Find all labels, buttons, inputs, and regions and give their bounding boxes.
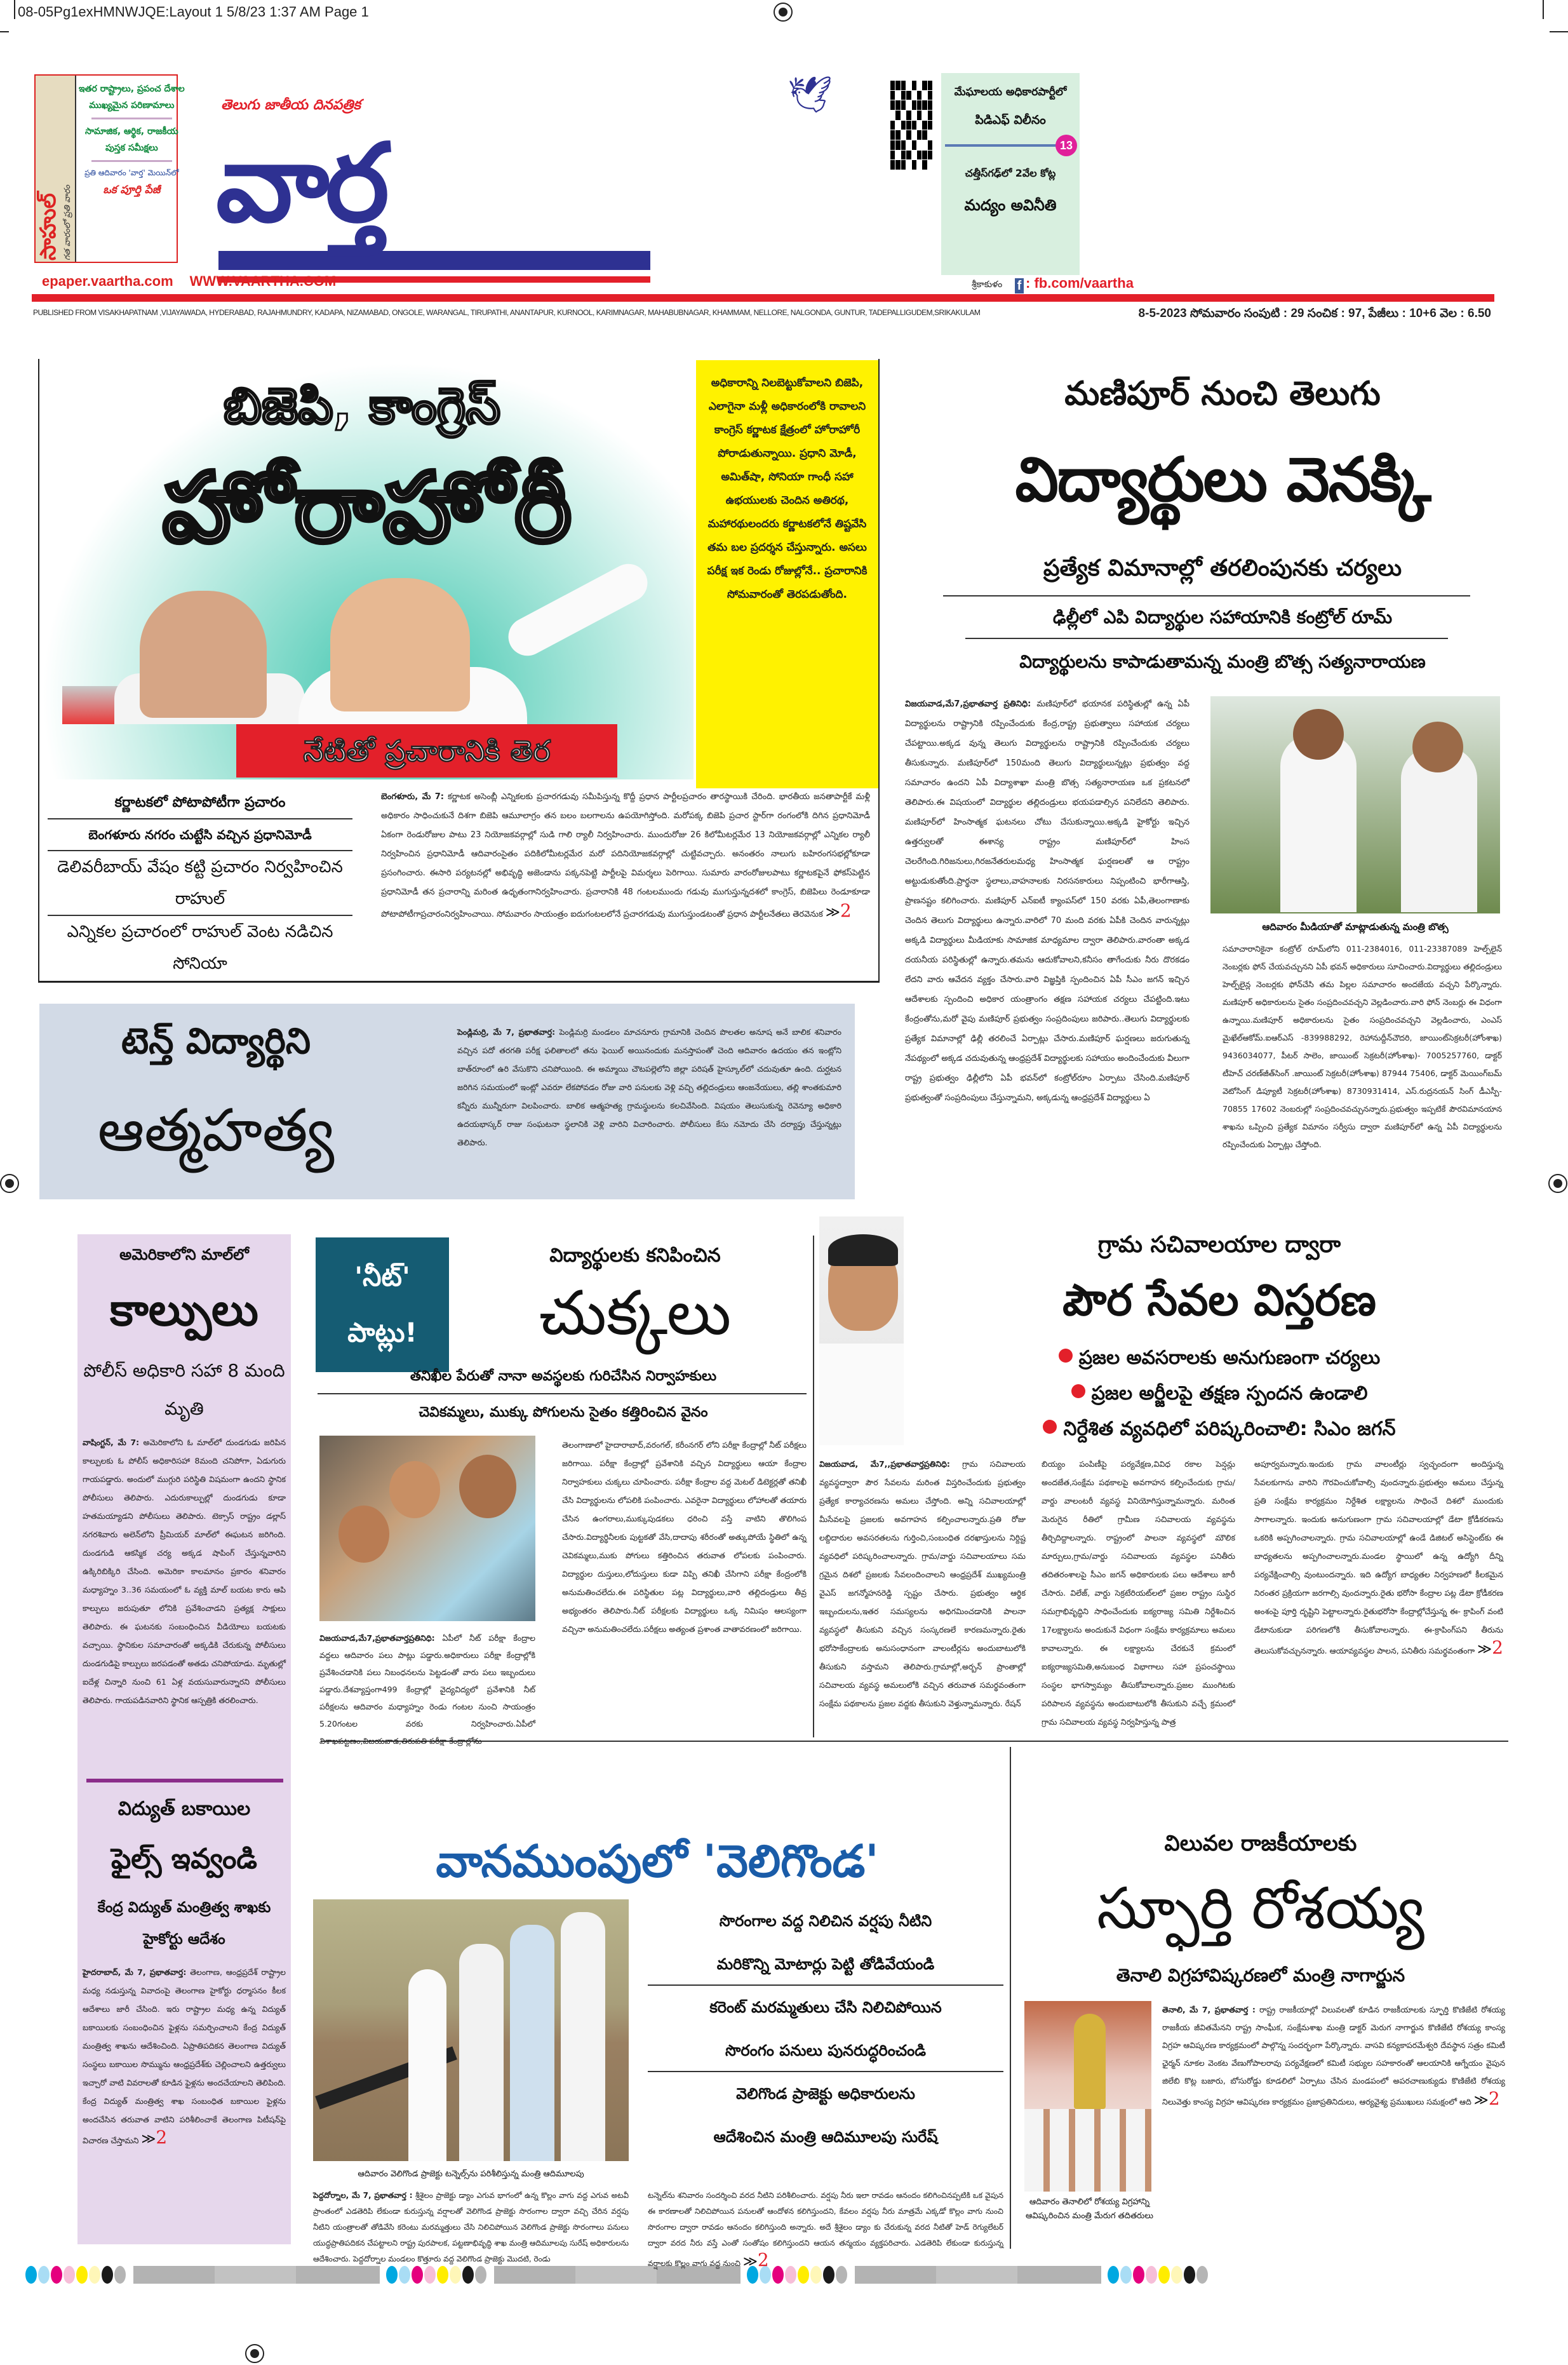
bullet-dot-icon bbox=[1071, 1384, 1085, 1398]
divider bbox=[318, 1393, 807, 1394]
promo-line: ముఖ్యమైన పరిణామాలు bbox=[89, 100, 175, 111]
color-swatch bbox=[785, 2266, 796, 2284]
published-from-line: PUBLISHED FROM VISAKHAPATNAM ,VIJAYAWADA, HYDERABAD, RAJAHMUNDRY, KADAPA, NIZAMABAD, ONGOLE, WARANGAL, TIRUPATHI, ANANTAPUR, KURNOOL, KARIMNAGAR, MAHABUBNAGAR, KHAMMAM, NELLORE, NALGONDA, GUNTUR, TADEPALLIGUDEM,SRIKAKULAM bbox=[33, 308, 981, 317]
manipur-subhead: ఢిల్లీలో ఎపి విద్యార్థుల సహాయానికి కంట్రోల్ రూమ్ bbox=[1052, 607, 1393, 628]
veligonda-photo bbox=[313, 1899, 629, 2161]
rosaiah-body bbox=[1162, 2001, 1505, 2251]
neet-badge-line: పాట్లు! bbox=[347, 1317, 417, 1348]
color-swatch bbox=[437, 2266, 448, 2284]
lead-body-text: కర్ణాటక అసెంబ్లీ ఎన్నికలకు ప్రచారగడువు సమీపిస్తున్న కొద్దీ ప్రధాన పార్టీలప్రచారం తారస్థాయికి చేరింది. భారతీయ జనతాపార్టీకే మళ్లీ అధికారం సాధించుకునే దిశగా బిజెపి ఆమూలాగ్రం తన బలం బలగాలను ఉపయోగిస్తోంది. మరోపక్క బిజెపి ప్రచార స్టార్‌గా రంగంలోకి దిగిన ప్రధానిమోడీ ఏకంగా రెండురోజుల పాటు 23 నియోజకవర్గాల్లో సుడి గాలి ర్యాలీ నిర్వహించారు. ముందురోజు 26 కిలోమీటర్లమేర 13 నియోజకవర్గాల్లో ఎన్నికల ర్యాలీ నిర్వహించిన ప్రధానిమోడీ ఆదివారంసైతం పదికిలోమీటర్లమేర మరో పదినియోజకవర్గాల్లో చుట్టివచ్చారు. అనంతరం నాలుగు బహిరంగసభల్లోకూడా ప్రసంగించారు. ఈసారి పర్యటనల్లో అభివృద్ధి అజెండాను పక్కనపెట్టి పార్టీలపై విమర్శలు పెరిగాయి. సుమారు వారంరోజులపాటు కర్ణాటకపైనే ఫోకస్‌పెట్టిన ప్రధానిమోడీ తన ప్రచారాన్ని మరింత ఉధృతంగానిర్వహించారు. ప్రచారానికి 48 గంటలముందు గడువు ముగుస్తున్నదశలో కాంగ్రెస్, బిజెపిలు రెండూకూడా పోటాపోటీగాప్రచారంనిర్వహించాయి. సోమవారం సాయంత్రం ఐదుగంటలలోనే ప్రచారగడువు ముగుస్తుండటంతో ప్రధాన పార్టీలనేతలు తెరవెనుక bbox=[381, 792, 870, 919]
photo-figure bbox=[1280, 734, 1357, 912]
photo-figure bbox=[828, 1234, 898, 1266]
bullet-dot-icon bbox=[1059, 1349, 1073, 1363]
continued-marker[interactable]: ≫2 bbox=[825, 900, 852, 921]
facebook-link[interactable] bbox=[1015, 274, 1134, 292]
edition-city: శ్రీకాకుళం bbox=[972, 280, 1003, 290]
top-teaser-box[interactable] bbox=[941, 73, 1080, 275]
teaser-line-4: మద్యం అవినీతి bbox=[964, 196, 1057, 214]
photo-figure bbox=[819, 1344, 904, 1445]
divider bbox=[965, 638, 1448, 639]
color-swatch bbox=[1108, 2266, 1119, 2284]
lead-photo-figure bbox=[330, 578, 470, 711]
jagan-bullet: ప్రజల అర్జీలపై తక్షణ స్పందన ఉండాలి bbox=[915, 1376, 1524, 1412]
divider bbox=[86, 1779, 283, 1782]
tenth-dateline: పెండ్లిమర్రి, మే 7, ప్రభాతవార్త: bbox=[457, 1027, 556, 1037]
jagan-bullet: నిర్దేశిత వ్యవధిలో పరిష్కరించాలి: సిఎం జగన్ bbox=[915, 1412, 1524, 1447]
manipur-headline[interactable]: విద్యార్థులు వెనక్కి bbox=[1015, 444, 1430, 515]
color-swatch bbox=[475, 2266, 486, 2284]
tenth-body bbox=[457, 1023, 841, 1193]
tenth-headline-1[interactable]: టెన్త్ విద్యార్థిని bbox=[121, 1021, 311, 1062]
crop-mark bbox=[1543, 0, 1544, 19]
veligonda-dateline: పెద్దదోర్నాల, మే 7, ప్రభాతవార్త : bbox=[313, 2191, 413, 2200]
color-swatch bbox=[64, 2266, 75, 2284]
lead-subhead: బెంగళూరు నగరం చుట్టేసి వచ్చిన ప్రధానిమోడీ bbox=[48, 819, 352, 851]
neet-body bbox=[319, 1629, 535, 1746]
lead-subhead: డెలివరీబాయ్ వేషం కట్టి ప్రచారం నిర్వహించిన రాహుల్ bbox=[48, 851, 352, 916]
color-swatch bbox=[399, 2266, 410, 2284]
promo-body bbox=[76, 76, 187, 262]
photo-figure bbox=[1412, 722, 1463, 772]
photo-figure bbox=[561, 1912, 605, 2161]
america-headline[interactable]: కాల్పులు bbox=[110, 1284, 258, 1336]
lead-banner: నేటితో ప్రచారానికి తెర bbox=[236, 724, 617, 778]
neet-kicker: విద్యార్థులకు కనిపించిన bbox=[549, 1244, 721, 1267]
color-swatch bbox=[1120, 2266, 1132, 2284]
gray-density-block bbox=[855, 2266, 1101, 2284]
veligonda-subhead: ఆదేశించిన మంత్రి ఆదిమూలపు సురేష్ bbox=[713, 2128, 938, 2146]
color-swatch bbox=[450, 2266, 461, 2284]
neet-dateline: విజయవాడ,మే7,ప్రభాతవార్తప్రతినిధి: bbox=[319, 1633, 435, 1643]
color-swatch bbox=[1133, 2266, 1144, 2284]
neet-subhead: తనిఖీల పేరుతో నానా అవస్థలకు గురిచేసిన నిర్వాహకులు bbox=[410, 1368, 717, 1384]
promo-vertical-title: సాహుల్ bbox=[36, 193, 61, 260]
column-divider bbox=[813, 1236, 814, 1737]
color-swatch bbox=[1146, 2266, 1157, 2284]
print-color-bar bbox=[25, 2266, 1550, 2284]
tenth-headline-2[interactable]: ఆత్మహత్య bbox=[97, 1096, 335, 1164]
print-slug: 08-05Pg1exHMNWJQE:Layout 1 5/8/23 1:37 AM Page 1 bbox=[18, 4, 369, 20]
america-body-text: అమెరికాలోని ఓ మాల్‌లో దుండగుడు జరిపిన కాల్పులకు ఓ పోలీస్ అధికారిసహా 8మంది చనిపోగా, ఏడుగురు గాయపడ్డారు. అందులో ముగ్గురి పరిస్థితి విషమంగా ఉందని స్థానిక పోలీసులు తెలిపారు. ఎదురుకాల్పుల్లో దుండగుడు కూడా హతమయ్యాడని పోలీసులు తెలిపారు. టెక్సాస్ రాష్ట్రం డల్లాస్ నగరశివారు అలెన్‌లోని ప్రీమియర్ మాల్‌లో ఈఘటన జరిగింది. దుండగుడి ఆకస్మిక చర్య అక్కడ షాపింగ్ చేస్తున్నవారిని ఉక్కిరిబిక్కిరి చేసింది. అమెరికా కాలమానం ప్రకారం శనివారం మధ్యాహ్నం 3..36 సమయంలో ఓ వ్యక్తి మాల్ బయట కారు ఆపి కాల్పులు జరుపుతూ లోనికి ప్రవేశించాడని ప్రత్యక్ష సాక్షులు తెలిపారు. ఈ ఘటనకు సంబంధించిన వీడియోలు బయటకు వచ్చాయి. స్థానికుల సమాచారంతో అక్కడికి చేరుకున్న పోలీసులు దుండగుడిపై కాల్పులు జరపడంతో అతడు చనిపోయాడు. మృతుల్లో ఐదేళ్ల చిన్నారి నుంచి 61 ఏళ్ల వయసువారున్నారని పోలీసులు తెలిపారు. గాయపడినవారిని స్థానిక ఆస్పత్రికి తరలించారు. bbox=[83, 1438, 286, 1705]
veligonda-subheads bbox=[648, 1899, 1003, 2166]
america-body bbox=[83, 1433, 286, 1770]
masthead-tagline: తెలుగు జాతీయ దినపత్రిక bbox=[221, 97, 361, 113]
registration-mark-icon bbox=[774, 3, 793, 22]
promo-divider bbox=[91, 118, 172, 119]
masthead-red-rule bbox=[32, 294, 1494, 302]
color-swatch bbox=[772, 2266, 784, 2284]
manipur-kicker: మణిపూర్ నుంచి తెలుగు bbox=[1064, 375, 1381, 413]
veligonda-subhead: సొరంగాల వద్ద నిలిచిన వర్షపు నీటిని bbox=[719, 1912, 932, 1930]
rosaiah-kicker: విలువల రాజకీయాలకు bbox=[1164, 1831, 1357, 1856]
lead-body bbox=[381, 788, 870, 978]
continued-marker[interactable]: ≫2 bbox=[1473, 2088, 1500, 2109]
electricity-kicker: విద్యుత్ బకాయిల bbox=[117, 1798, 251, 1820]
tenth-body-text: పెండ్లిమర్రి మండలం మాచనూరు గ్రామానికి చెందిన పొలతల అనూష అనే బాలిక శనివారం వచ్చిన పదో తరగతి పరీక్ష ఫలితాలలో తను ఫెయిల్ అయినందుకు మనస్తాపంతో చెంది ఆదివారం ఉదయం తన ఇంట్లోని బాత్‌రూంలో ఉరి వేసుకొని చనిపోయింది. ఈ అమ్మాయి చౌటపల్లెలోని జిల్లా పరిషత్ హైస్కూల్‌లో చదువుతూ ఉంది. దుర్ఘటన జరిగిన సమయంలో ఇంట్లో ఎవరూ లేకపోవడం రోజు వారి పనులకు వెళ్లి వచ్చి తల్లిదండ్రులు ఆంజనేయులు, తల్లి శాంతకుమారి కన్నీరు మున్నీరుగా విలపించారు. బాలిక ఆత్మహత్య గ్రామస్థులను కలచివేసింది. విషయం తెలుసుకున్న రెవెన్యూ అధికారి ఉదయభాస్కర్ రాజు సంఘటనా స్థలానికి వెళ్లి వారిని విచారించారు. పోలీసులు కేసు నమోదు చేసి దర్యాప్తు చేస్తున్నట్లు తెలిపారు. bbox=[457, 1027, 841, 1147]
teaser-page-badge[interactable]: 13 bbox=[1055, 135, 1077, 156]
rosaiah-subhead: తెనాలి విగ్రహావిష్కరణలో మంత్రి నాగార్జున bbox=[1116, 1965, 1405, 1986]
crop-mark bbox=[0, 31, 9, 32]
neet-badge-line: 'నీట్' bbox=[354, 1261, 410, 1292]
neet-subhead: చెవికమ్మలు, ముక్కు పోగులను సైతం కత్తిరించిన వైనం bbox=[419, 1405, 708, 1420]
neet-badge bbox=[316, 1237, 449, 1372]
photo-figure bbox=[459, 1455, 516, 1518]
color-swatch bbox=[51, 2266, 62, 2284]
lead-headline[interactable]: హోరాహోరీ bbox=[163, 453, 574, 563]
jagan-headline[interactable]: పౌర సేవల విస్తరణ bbox=[1062, 1276, 1376, 1326]
photo-figure bbox=[1293, 709, 1344, 760]
bullet-dot-icon bbox=[1043, 1420, 1057, 1434]
promo-line: ప్రతి ఆదివారం 'వార్త' మెయిన్‌లో bbox=[84, 168, 179, 177]
veligonda-body bbox=[313, 2188, 629, 2263]
america-kicker: అమెరికాలోని మాల్‌లో bbox=[119, 1246, 249, 1263]
lead-subhead: కర్ణాటకలో పోటాపోటీగా ప్రచారం bbox=[48, 788, 352, 819]
registration-mark-icon bbox=[1548, 1174, 1567, 1193]
rosaiah-photo-caption: ఆదివారం తెనాలిలో రోశయ్య విగ్రహాన్ని ఆవిష్కరించిన మంత్రి మేరుగ తదితరులు bbox=[1026, 2197, 1153, 2221]
color-swatch bbox=[102, 2266, 113, 2284]
lead-subhead: ఎన్నికల ప్రచారంలో రాహుల్ వెంట నడిచిన సోనియా bbox=[67, 922, 333, 973]
teaser-line-3: చత్తీస్‌గఢ్‌లో 2వేల కోట్ల bbox=[965, 167, 1056, 179]
rosaiah-headline[interactable]: స్ఫూర్తి రోశయ్య bbox=[1097, 1875, 1424, 1942]
electricity-body bbox=[83, 1963, 286, 2240]
jagan-body-continued: అపూర్వమన్నారు.ఇందుకు గ్రామ వాలంటీర్లు స్వచ్ఛందంగా అందిస్తున్న సేవలకుగాను వారిని గౌరవించుకోవాల్సి వుందన్నారు.ప్రభుత్వం అమలు చేస్తున్న ప్రతి సంక్షేమ కార్యక్రమం నిర్దేశిత లక్ష్యాలను సాధించే దిశలో ముందుకు సాగాలన్నారు. ఇందుకు అనుగుణంగా గ్రామ సచివాలయాల్లో డేటా క్రోడీకరణను ఒకరికి అప్పగించాలన్నారు. గ్రామ సచివాలయాల్లో ఉండే డిజిటల్ అసిస్టెంట్‌కు ఈ బాధ్యతలను అప్పగించాలన్నారు.మండల స్థాయిలో ఉన్న ఉద్యోగి దీన్ని పర్యవేక్షించాల్సి వుంటుందన్నారు. ఇది ఉద్యోగ బాధ్యతల నిర్వహణలో కీలకమైన నిరంతర ప్రక్రియగా జరగాల్సి వుందన్నారు.రైతు భరోసా కేంద్రాల పట్ల డేటా క్రోడీకరణ అంశంపై పూర్తి దృష్టిని పెట్టాలన్నారు.రైతుభరోసా కేంద్రాల్లోచేస్తున్న ఈ- క్రాపింగ్ వంటి డేటానుకుడా పరిగణలోకి తీసుకోవాలన్నారు. ఈ-క్రాపింగ్‌పని తీరును తెలుసుకోవచ్చునన్నారు. ఆయావ్యవస్థల పాలన, పనితీరు సమర్థవంతంగా ≫2 bbox=[1254, 1459, 1503, 1658]
rosaiah-dateline: తెనాలి, మే 7, ప్రభాతవార్త : bbox=[1162, 2005, 1256, 2014]
continued-marker[interactable]: ≫2 bbox=[742, 2249, 769, 2270]
registration-mark-icon bbox=[245, 2344, 264, 2363]
color-swatch bbox=[412, 2266, 423, 2284]
veligonda-body-continued: టన్నెల్‌ను శనివారం సందర్శించి వరద నీటిని పరిశీలించారు. వర్షపు నీరు ఇలా రావడం ఆనందం కలిగించినప్పటికి ఒక వైపున ఈ కారణాలతో నిలిచిపోయిన పనులతో ఆందోళన కలిగిస్తుందని, కేవలం వర్షపు నీరు మాత్రమే ఎక్కడో కొల్లం వాగు నుంచి సొరంగాల ద్వారా రావడం ఆనందం కలిగిస్తుంది అన్నారు. అదే శ్రీశైలం డ్యాం కు చేరుకున్న వరద నీటితో హెడ్ రెగ్యులేటర్ ద్వారా వరద నీరు వస్తే ఎంతో సంతోషం కలిగిస్తుందని ఆయన తన్మయం వ్యక్తపరిచారు. ఎడతెరిపి లేకుండా కురుస్తున్న వర్షాలకు కొల్లం వాగు వద్ద నుంచి ≫2 bbox=[648, 2191, 1003, 2270]
continued-marker[interactable]: ≫2 bbox=[141, 2127, 168, 2148]
electricity-body-text: తెలంగాణ, ఆంధ్రప్రదేశ్ రాష్ట్రాల మధ్య నడుస్తున్న వివాదంపై తెలంగాణ హైకోర్టు ధర్మాసనం కీలక ఆదేశాలు జారీ చేసింది. ఇరు రాష్ట్రాల మధ్య ఉన్న విద్యుత్ బకాయిలకు సంబంధించిన ఫైళ్లను సమర్పించాలని కేంద్ర విద్యుత్ మంత్రిత్వ శాఖను ఆదేశించింది. ఏప్రాతిపదికన తెలంగాణ విద్యుత్ సంస్థలు బకాయిల సొమ్మును ఆంధ్రప్రదేశ్‌కు చెల్లించాలని ఉత్తర్వులు ఇచ్చారో వాటి వివరాలతో కూడిన ఫైళ్లను అందచేయాలని తెలిపింది. కేంద్ర విద్యుత్ మంత్రిత్వ శాఖ సంబంధిత బకాయిల ఫైళ్లను అందచేసిన తరువాత వాటిని పరిశీలించాకే తెలంగాణ పిటీషన్‌పై విచారణ చేస్తామని bbox=[83, 1967, 286, 2145]
promo-line: పుస్తక సమీక్షలు bbox=[105, 143, 158, 153]
facebook-url: : fb.com/vaartha bbox=[1026, 275, 1134, 291]
manipur-body-text: మణిపూర్‌లో భయానక పరిస్థితుల్లో ఉన్న ఏపీ విద్యార్థులను రాష్ట్రానికి రప్పించేందుకు కేంద్ర,రాష్ట్ర ప్రభుత్వాలు సహాయక చర్యలు చేపట్టాయి.అక్కడ వున్న తెలుగు విద్యార్థులను రాష్ట్రానికి రప్పించేందుకు చర్యలు తీసుకున్నారు. మణిపూర్‌లో 150మంది తెలుగు విద్యార్థులున్నట్లు ప్రభుత్వం వద్ద సమాచారం ఉందని ఏపీ విద్యాశాఖా మంత్రి బొత్స సత్యనారాయణ ఒక ప్రకటనలో తెలిపారు.ఈ విషయంలో విద్యార్థుల తల్లిదండ్రులు భయపడాల్సిన పనిలేదని తెలిపారు. మణిపూర్‌లో హింసాత్మక ఘటనలు చోటు చేసుకున్నాయి.అక్కడి హైకోర్టు ఇచ్చిన ఉత్తర్వులతో ఈశాన్య రాష్ట్రం మణిపూర్‌లో హింస చెలరేగింది.గిరిజనులు,గిరజనేతరులమధ్య హింసాత్మక ఘర్షణలతో ఆ రాష్ట్రం అట్టుడుకుతోంది.ప్రార్థనా స్థలాలు,వాహనాలకు నిరసనకారులు నిప్పంటించి భారీగాఆస్తి, ప్రాణనష్టం కలిగించారు. మణిపూర్ ఎన్ఐటీ క్యాంపస్‌లో 150 వరకు ఏపీ,తెలంగాణాకు చెందిన తెలుగు విద్యార్థులు ఉన్నారు.వారిలో 70 మంది వరకు ఏపీకి చెందిన వారున్నట్లు అక్కడి విద్యార్థులు మీడియాకు సామాజిక మాధ్యమాల ద్వారా తెలిపారు.వారంతా అక్కడ దయనీయ పరిస్థితుల్లో ఉన్నారు.తమను ఆదుకోవాలని,కనీసం తాగేందుకు నీరు దొరకడం లేదని వారు ఆవేదన వ్యక్తం చేసారు.వారి విజ్ఞప్తికి స్పందించిన ఏపీ సీఎం జగన్ ఇచ్చిన ఆదేశాలకు స్పందించి అధికార యంత్రాంగం తక్షణ సహాయక చర్యలు చేపట్టింది.ఇటు కేంద్రంతోను,మరో వైపు మణిపూర్ ప్రభుత్వం సంప్రదింపులు జరిపారు..తెలుగు విద్యార్థులకు ప్రత్యేక విమానాల్లో ఢిల్లీ తరలించే ఏర్పాట్లు చేసారు.మణిపూర్ ఘర్షణలు జరుగుతున్న నేపథ్యంలో అక్కడ చదువుతున్న ఆంధ్రప్రదేశ్ విద్యార్థులకు సహాయం అందించేందుకు వీలుగా రాష్ట్ర ప్రభుత్వం ఢిల్లీలోని ఏపీ భవన్‌లో కంట్రోల్‌రూం ఏర్పాటు చేసింది.మణిపూర్ ప్రభుత్వంతో సంప్రదింపులు చేస్తున్నామని, అక్కడున్న ఆంధ్రప్రదేశ్ విద్యార్థులు ఏ bbox=[905, 699, 1189, 1103]
color-swatch bbox=[38, 2266, 50, 2284]
manipur-photo-caption: ఆదివారం మీడియాతో మాట్లాడుతున్న మంత్రి బొత్స bbox=[1262, 921, 1449, 933]
color-swatch bbox=[89, 2266, 100, 2284]
lead-side-text: అధికారాన్ని నిలబెట్టుకోవాలని బిజెపి, ఎలాగైనా మళ్లీ అధికారంలోకి రావాలని కాంగ్రెస్ కర్ణాటక క్షేత్రంలో హోరాహోరీ పోరాడుతున్నాయి. ప్రధాని మోడీ, అమిత్‌షా, సోనియా గాంధీ సహా ఉభయులకు చెందిన అతిరథ, మహారథులందరు కర్ణాటకలోనే తిష్టవేసి తమ బల ప్రదర్శన చేస్తున్నారు. అసలు పరీక్ష ఇక రెండు రోజుల్లోనే.. ప్రచారానికి సోమవారంతో తెరపడుతోంది. bbox=[696, 360, 878, 788]
veligonda-body-text: శ్రీశైలం ప్రాజెక్టు డ్యాం ఎగువ భాగంలో ఉన్న కొల్లం వాగు వద్ద ఎగువ అటవీ ప్రాంతంలో ఎడతెరిపి లేకుండా కురుస్తున్న వర్షాలతో వెలిగొండ ప్రాజెక్టు సొరంగాల ద్వారా వచ్చి చేరిన వర్షపు నీటిని యంత్రాలతో తోడివేసి కరెంటు మరమ్మత్తులు చేసి నిలిచిపోయిన వెలిగొండ ప్రాజెక్టు సొరంగాలు పనులు యుద్ధప్రాతిపదికన చేపట్టాలని రాష్ట్ర పురపాలక, పట్టణాభివృద్ధి శాఖ మంత్రి ఆదిమూలపు సురేష్ అధికారులను ఆదేశించారు. పెద్దదోర్నాల మండలం కొత్తూరు వద్ద వెలిగొండ ప్రాజెక్టు మొదటి, రెండు bbox=[313, 2191, 629, 2263]
veligonda-photo-caption: ఆదివారం వెలిగొండ ప్రాజెక్టు టన్నెల్స్‌ను పరిశీలిస్తున్న మంత్రి ఆదిమూలపు bbox=[358, 2169, 584, 2179]
column-divider bbox=[1010, 1747, 1011, 2249]
promo-vertical-strip bbox=[36, 76, 76, 262]
jagan-photo bbox=[819, 1216, 904, 1445]
divider bbox=[321, 1741, 1508, 1742]
color-swatch bbox=[462, 2266, 474, 2284]
america-dateline: వాషింగ్టన్, మే 7: bbox=[83, 1438, 140, 1447]
veligonda-subhead: సొరంగం పనులు పునరుద్ధరించండి bbox=[648, 2029, 1003, 2072]
promo-line: సామాజిక, ఆర్థిక, రాజకీయ bbox=[84, 126, 178, 137]
rosaiah-photo bbox=[1024, 2001, 1151, 2192]
promo-divider bbox=[91, 160, 172, 162]
electricity-dateline: హైదరాబాద్, మే 7, ప్రభాతవార్త: bbox=[83, 1967, 187, 1977]
promo-line: ఒక పూర్తి పేజీ bbox=[103, 184, 161, 196]
jagan-kicker: గ్రామ సచివాలయాల ద్వారా bbox=[1097, 1232, 1341, 1258]
rosaiah-body-text: రాష్ట్ర రాజకీయాల్లో విలువలతో కూడిన రాజకీయాలకు స్ఫూర్తి కొణిజేటి రోశయ్య రాజకీయ జీవితమేనని రాష్ట్ర సాంఘీక, సంక్షేమశాఖ మంత్రి డాక్టర్ మెరుగ నాగార్జున కొణిజేటి రోశయ్య కాంస్య విగ్రహ ఆవిష్కరణ కార్యక్రమంలో పాల్గొన్న సందర్భంగా పేర్కొన్నారు. వాసవి కన్యకాపరమేశ్వరి దేవస్థాన సత్రం కమిటీ ఛైర్మన్ నూకల వెంకట వేణుగోపాలరావు పర్యవేక్షణలో కమిటీ సభ్యుల సహకారంతో ఆలయానికి ఆగ్నేయం వైపున జిలేబి కొట్ల బజారు, బోసురోడ్డు కూడలిలో ఏర్పాటు చేసిన మండపంలో అపరచాణుక్యుడు కొణిజేటి రోశయ్య నిలువెత్తు కాంస్య విగ్రహ ఆవిష్కరణ కార్యక్రమం ప్రజాప్రతినిదులు, ఆర్యవైశ్య ప్రముఖులు సమక్షంలో ఆది bbox=[1162, 2005, 1506, 2106]
manipur-subhead: ప్రత్యేక విమానాల్లో తరలింపునకు చర్యలు bbox=[1043, 555, 1402, 581]
site-urls bbox=[42, 272, 336, 291]
manipur-dateline: విజయవాడ,మే7,ప్రభాతవార్త ప్రతినిధి: bbox=[905, 699, 1031, 709]
neet-body-text: ఏపీలో నీట్ పరీక్షా కేంద్రాల వద్దలు ఆదివారం పలు పాట్లు పడ్డారు.అధికారులు పరీక్షా కేంద్రాల్లోకి ప్రవేశించడానికి పలు నిబంధనలను పెట్టడంతో వారు పలు ఇబ్బందులు పడ్డారు.దేశవ్యాప్తంగా499 కేంద్రాల్లో వైద్యవిద్యలో ప్రవేశానికి నీట్ పరీక్షలను ఆదివారం మధ్యాహ్నం రెండు గంటల నుంచి సాయంత్రం 5.20గంటల వరకు నిర్వహించారు.ఏపీలో విశాఖపట్టణం,విజయవాడ,తిరుపతి పరీక్షా కేంద్రాల్లోను bbox=[319, 1633, 535, 1746]
veligonda-subhead: మరికొన్ని మోటార్లు పెట్టి తోడివేయండి bbox=[648, 1943, 1003, 1986]
neet-body-continued: తెలంగాణాలో హైదారాబాద్,వరంగల్, కరీంనగర్ లోని పరీక్షా కేంద్రాల్లో నీట్ పరీక్షలు జరిగాయి. పరీక్షా కేంద్రాల్లో ప్రవేశానికి వచ్చిన విద్యార్థులు ఆయా కేంద్రాల నిర్వాహకులు చుక్కలు చూపించారు. పరీక్షా కేంద్రాల వద్ద మెటల్ డిటెక్టర్లతో తనిఖీ చేసి విద్యార్థులను లోపలికి పంపించారు. ఎవరైనా విద్యార్థులు లోహాలతో తయారు చేసిన ఉంగరాలు,ముక్కుపుడకలు ధరించి వస్తే వాటిని తొలిగింప చేసారు.విద్యార్థినీలకు పుట్టకతో వేసి,దాదాపు శరీరంతో అత్కుపోయే స్థితిలో ఉన్న చెవికమ్మలు,ముకు పోగులు కత్తిరించిన తరువాత లోపలకు పంపించారు. విద్యార్థుల దుస్తులు,లోదుస్తులు కుడా విప్పి తనిఖీ చేసిగాని పరీక్షా కేంద్రంలోకి అనుమతించలేదు.ఈ పరిస్థితుల పట్ల విద్యార్థులు,వారి తల్లిదండ్రులు తీవ్ర అభ్యంతరం తెలిపారు.నీట్ పరీక్షలకు విద్యార్థులు ఒక్క నిమిషం ఆలస్యంగా వచ్చినా అనుమతించలేదు.పరీక్షలు అత్యంత ప్రశాంత వాతావరణంలో జరిగాయి. bbox=[562, 1440, 807, 1634]
color-swatch bbox=[810, 2266, 822, 2284]
color-swatch bbox=[823, 2266, 834, 2284]
crop-mark bbox=[14, 0, 15, 19]
epaper-link[interactable]: epaper.vaartha.com bbox=[42, 273, 173, 289]
color-swatch bbox=[386, 2266, 398, 2284]
color-swatch bbox=[114, 2266, 126, 2284]
neet-photo bbox=[319, 1436, 535, 1621]
manipur-subhead: విద్యార్థులను కాపాడుతామన్న మంత్రి బొత్స సత్యనారాయణ bbox=[1019, 651, 1426, 672]
promo-vertical-subtitle: గత వారంలో ప్రతి వారం bbox=[63, 185, 72, 260]
color-swatch bbox=[1184, 2266, 1195, 2284]
color-swatch bbox=[76, 2266, 88, 2284]
photo-figure bbox=[459, 1944, 504, 2161]
jagan-bullets bbox=[915, 1340, 1524, 1447]
jagan-bullet: ప్రజల అవసరాలకు అనుగుణంగా చర్యలు bbox=[915, 1340, 1524, 1376]
electricity-headline[interactable]: ఫైల్స్ ఇవ్వండి bbox=[111, 1843, 257, 1875]
jagan-body-continued: బియ్యం పంపిణీపై పర్యవేక్షణ,వివిధ రకాల పెన్షన్లు అందజేత,సంక్షేమ పథకాలపై అవగాహన కల్పించేందుకు గ్రామ/వార్డు వాలంటరీ వ్యవస్థ వినియోగిస్తున్నామన్నారు. మరింత మెరుగైన రీతిలో గ్రామీణ సచివాలయ వ్యవస్థను తీర్చిదిద్దాలన్నారు. రాష్ట్రంలో పాలనా వ్యవస్థలో మౌలిక మార్పులు,గ్రామ/వార్డు సచివాలయ వ్యవస్థల పనితీరు తదితరంశాలపై సీఎం జగన్ అధికారులకు పలు ఆదేశాలు జారీ చేసారు. విలేజ్, వార్డు సెక్రటేరియట్‌లలో ప్రజల రాష్ట్రం సుస్థిర సమగ్రాభివృద్ధిని సాధించేందుకు ఐక్యరాజ్య సమితి నిర్దేశించిన 17లక్ష్యాలను అందుకునే విధంగా సంక్షేమ కార్యక్రమాలు అమలు కావాలన్నారు. ఈ లక్ష్యాలను చేరకునే క్రమంలో ఐక్యరాజ్యసమితి,అనుబంధ విభాగాలు సహా ప్రపంచస్థాయి సంస్థల భాగస్వామ్యం తీసుకోవాలన్నారు.ప్రజల ముంగిటకు పరిపాలన వ్యవస్థను అందుబాటులోకి తీసుకుని వచ్చే క్రమంలో గ్రామ సచివాలయ వ్యవస్థ నిర్వహిస్తున్న పాత్ర bbox=[1042, 1459, 1235, 1727]
newspaper-logo[interactable]: వార్త bbox=[216, 121, 385, 246]
lead-subheads bbox=[48, 788, 352, 978]
logo-underline bbox=[218, 251, 650, 270]
gray-density-block bbox=[133, 2266, 380, 2284]
color-swatch bbox=[1171, 2266, 1183, 2284]
color-swatch bbox=[1158, 2266, 1170, 2284]
manipur-body-continued: సమాచారానికైనా కంట్రోల్ రూమ్‌లోని 011-2384016, 011-23387089 హెల్ప్‌లైన్ నెంబర్లకు ఫోన్ చేయవచ్చునని ఏపీ భవన్ అధికారులు సూచించారు.విద్యార్థులు తల్లిదండ్రులు హెల్ప్‌లైన్ల నెంబర్లకు ఫోన్‌చేసి తమ పిల్లల సమాచారం అందజేయ వచ్చని పేర్కొన్నారు. మణిపూర్ అధికారులను సైతం సంప్రదించవచ్చని వెల్లడించారు.వారి ఫోన్ నెంబర్లు ఈ విధంగా ఉన్నాయి.మణిపూర్ అధికారులను సైతం సంప్రదించవచ్చని వెల్లడించారు, ఎంఎస్ మైఖేల్‌ఆకోమ్.ఐఆర్ఎస్ -839988292, రెహానుద్దీన్‌చౌదరి, జాయింట్‌సెక్రటరీ(హోంశాఖ) 9436034077, పీటర్ సాలెం, జాయింట్ సెక్రటరీ(హోంశాఖ)- 7005257760, డాక్టర్ టీహెచ్ చరణ్‌జీత్‌సింగ్ .జాయింట్ సెక్రటరీ(హోంశాఖ) 87944 75406, డాక్టర్ మెయింగ్‌బమ్ వెటోసింగ్ డిప్యూటీ సెక్రటరీ(హోంశాఖ) 8730931414, ఎస్.రుద్రనయన్ సింగ్ డీఎస్పీ- 70855 17602 నెంబరుల్లో సంప్రదించవచ్చునన్నారు.ప్రభుత్వం ఇప్పటికే పౌరవిమానయాన శాఖను ఒప్పించి ప్రత్యేక విమానం సర్వీసు ద్వారా మణిపూర్‌లో ఉన్న ఏపీ విద్యార్థులను రప్పించేందుకు ఏర్పాట్లు చేస్తోంది. bbox=[1223, 944, 1502, 1149]
facebook-icon: f bbox=[1015, 278, 1024, 293]
veligonda-headline[interactable]: వానముంపులో 'వెలిగొండ' bbox=[436, 1835, 879, 1887]
veligonda-subhead: వెలిగొండ ప్రాజెక్టు అధికారులను bbox=[736, 2085, 915, 2103]
promo-line: ఇతర రాష్ట్రాలు, ప్రపంచ దేశాల bbox=[79, 84, 185, 94]
america-subhead: పోలీస్ అధికారి సహా 8 మంది మృతి bbox=[83, 1360, 285, 1419]
jagan-dateline: విజయవాడ, మే7,,ప్రభాతవార్తప్రతినిధి: bbox=[819, 1459, 950, 1469]
teaser-line-1: మేఘాలయ అధికారపార్టీలో bbox=[954, 86, 1067, 98]
color-swatch bbox=[1196, 2266, 1208, 2284]
jagan-body-text: గ్రామ సచివాలయ వ్యవస్థద్వారా పౌర సేవలను మరింత విస్తరించేందుకు ప్రభుత్వం ప్రత్యేక కార్యాచరణను అమలు చేస్తోంది. అన్ని సచివాలయాల్లో మీసేవలపై ప్రజలకు అవగాహన కల్పించాలన్నారు.ప్రతి రోజు లబ్దిదారుల అవసరతలను గుర్తించి,సంబంధిత దరఖాస్తులను నిర్దిష్ట వ్యవధిలో పరిష్కరించాలన్నారు. గ్రామ/వార్డు సచివాలయాలు సమ గ్రమైన దిశలో ప్రజలకు సేవలందించాలని ఆంధ్రప్రదేశ్ ముఖ్యమంత్రి వైఎస్ జగన్మోహనరెడ్డి స్పష్టం చేసారు. ప్రభుత్వం ఆర్థిక ఇబ్బందులను,ఇతర సమస్యలను అధిగమించడానికి పాలనా వ్యవస్థలో తీసుకుని వచ్చిన సంస్కరణలే కారణమన్నారు.రైతు భరోసాకేంద్రాలకు అనుసంధానంగా వాలంటీర్లను అందుబాటులోకి తీసుకుని వస్తామని తెలిపారు.గ్రామాల్లో,అర్బన్ ప్రాంతాల్లో సచివాలయ వ్యవస్థ అమలులోకి వచ్చిన తరువాత సమర్థవంతంగా సంక్షేమ పథకాలను ప్రజల వద్దకు తీసుకుని వెళ్తున్నామన్నారు. రేషన్ bbox=[819, 1459, 1026, 1708]
website-link[interactable]: WWW.VAARTHA.COM bbox=[189, 273, 337, 289]
continued-marker[interactable]: ≫2 bbox=[1477, 1637, 1503, 1658]
lead-photo-figure bbox=[140, 591, 267, 718]
veligonda-subhead: కరెంట్ మరమ్మతులు చేసి నిలిచిపోయిన bbox=[709, 1998, 942, 2016]
lead-dateline: బెంగళూరు, మే 7: bbox=[381, 792, 444, 802]
teaser-line-2: పిడిఎఫ్ విలీనం bbox=[975, 113, 1046, 127]
crop-mark bbox=[1550, 31, 1568, 32]
color-swatch bbox=[798, 2266, 809, 2284]
manipur-body bbox=[905, 694, 1189, 1177]
lead-kicker[interactable]: బిజెపి, కాంగ్రెస్ bbox=[224, 378, 500, 435]
manipur-photo bbox=[1210, 696, 1500, 913]
weekly-promo-box[interactable] bbox=[34, 74, 185, 263]
teaser-divider bbox=[945, 139, 1073, 152]
dove-logo-icon: 🕊 bbox=[787, 74, 833, 116]
qr-code-icon[interactable] bbox=[890, 81, 932, 170]
photo-figure bbox=[389, 1461, 440, 1518]
photo-figure bbox=[338, 1506, 389, 1563]
issue-dateline: 8-5-2023 సోమవారం సంపుటి : 29 సంచిక : 97, పేజీలు : 10+6 వెల : 6.50 bbox=[1138, 307, 1491, 320]
color-swatch bbox=[836, 2266, 847, 2284]
color-swatch bbox=[25, 2266, 37, 2284]
photo-figure bbox=[1074, 2014, 1106, 2109]
registration-mark-icon bbox=[0, 1174, 19, 1193]
photo-figure bbox=[510, 1925, 554, 2161]
photo-figure bbox=[1024, 2109, 1151, 2192]
photo-figure bbox=[408, 1969, 446, 2161]
electricity-subhead: కేంద్ర విద్యుత్ మంత్రిత్వ శాఖకు హైకోర్టు ఆదేశం bbox=[97, 1899, 271, 1948]
divider bbox=[943, 595, 1470, 596]
color-swatch bbox=[424, 2266, 436, 2284]
neet-headline[interactable]: చుక్కలు bbox=[539, 1277, 732, 1349]
jagan-body bbox=[819, 1455, 1026, 1734]
